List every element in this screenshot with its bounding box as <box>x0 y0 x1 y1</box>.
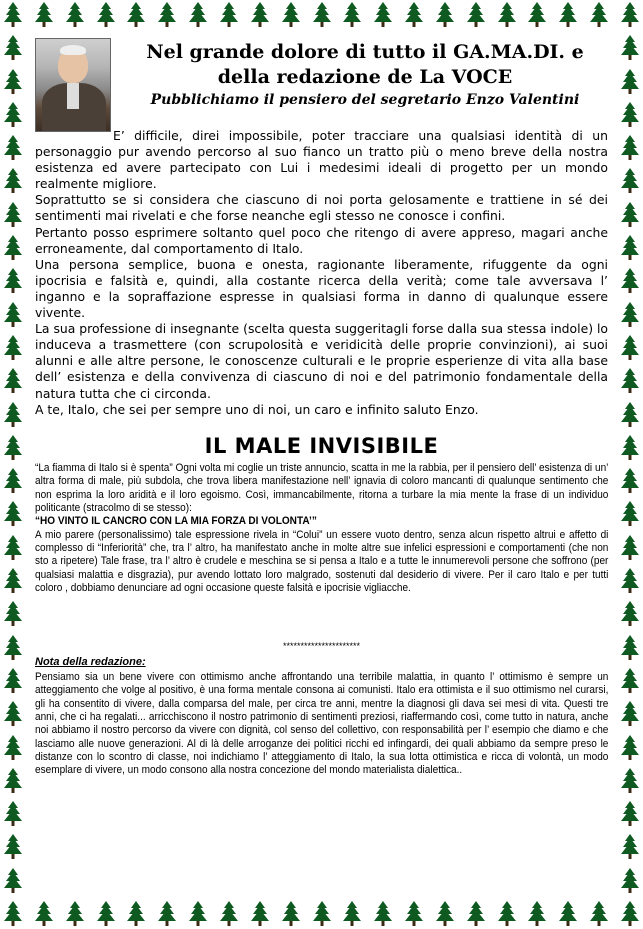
article-body <box>35 462 608 595</box>
pine-tree-icon <box>528 2 546 28</box>
pine-tree-icon <box>498 2 516 28</box>
pine-tree-icon <box>621 135 639 161</box>
pine-tree-icon <box>4 601 22 627</box>
pine-tree-icon <box>621 69 639 95</box>
pine-tree-icon <box>4 468 22 494</box>
pine-tree-icon <box>4 168 22 194</box>
note-paragraph: Pensiamo sia un bene vivere con ottimismo anche affrontando una terribile malattia, in quanto l’ ottimismo è sempre un atteggiamento che volge al positivo, è una forma mentale consona ai comunisti. Italo era ottimista e il suo ottimismo nel curarsi, gli ha consentito di vivere, dalla comparsa del male, per circa tre anni, mentre la diagnosi gli dava sei mesi di vita. Questi tre anni, che ci ha regalati... arricchiscono il nostro patrimonio di sentimenti preziosi, riaffermando così, come tutto in natura, anche noi abbiamo il nostro percorso da vivere con dignità, col senso del collettivo, con responsabilità per l’ esempio che diamo e che lasciamo alle nuove generazioni. Al di là delle arroganze dei politici ricchi ed infingardi, dei quali abbiamo da sempre preso le distanze con lo scontro di classe, noi indichiamo l’ atteggiamento di Italo, la sua lotta ottimistica e ricca di volontà, un modo esemplare di vivere, un modo consono alla nostra concezione del mondo materialista dialettica.. <box>35 671 609 777</box>
pine-tree-icon <box>4 901 22 927</box>
page-title-line2: della redazione de La VOCE <box>217 66 513 88</box>
pine-tree-icon <box>4 202 22 228</box>
pine-tree-icon <box>4 35 22 61</box>
pine-tree-icon <box>158 2 176 28</box>
pine-tree-icon <box>621 335 639 361</box>
letter-paragraph: La sua professione di insegnante (scelta questa suggeritagli forse dalla sua stessa indole) lo induceva a trasmettere (con scrupolosità e veridicità delle proprie convinzioni), ai suoi alunni e alle altre persone, le conoscenze culturali e le proprie esperienze di vita alla base dell’ esistenza e della convivenza di ciascuno di noi e del patrimonio fondamentale della natura tutta che ci circonda. <box>35 321 608 401</box>
page-title-line1: Nel grande dolore di tutto il GA.MA.DI. e <box>146 41 584 63</box>
pine-tree-icon <box>4 268 22 294</box>
pine-tree-icon <box>467 901 485 927</box>
pine-tree-icon <box>127 901 145 927</box>
pine-tree-icon <box>528 901 546 927</box>
pine-tree-icon <box>4 834 22 860</box>
note-title: Nota della redazione: <box>35 656 146 668</box>
pine-tree-icon <box>590 901 608 927</box>
article-paragraph: A mio parere (personalissimo) tale espressione rivela in “Colui” un essere vuoto dentro, senza alcun rispetto altrui e affetto di complesso di “Inferiorità” che, tra l’ altro, ha manifestato anche in molte altre sue infelici espressioni e comportamenti (che non sto a ripetere) Tale frase, tra l’ altro è crudele e meschina se si pensa a Italo e a tutte le innumerevoli persone che soffrono (per qualsiasi malattia e disgrazia), pur avendo lottato loro malgrado, sostenuti dal desiderio di vivere. Per il caro Italo e per tutti coloro , dobbiamo denunciare ad ogni occasione queste falsità e ipocrisie vigliacche. <box>35 528 609 595</box>
pine-tree-icon <box>621 601 639 627</box>
pine-tree-icon <box>4 768 22 794</box>
pine-tree-icon <box>621 168 639 194</box>
pine-tree-icon <box>4 701 22 727</box>
pine-tree-icon <box>343 2 361 28</box>
pine-tree-icon <box>621 268 639 294</box>
pine-tree-icon <box>4 801 22 827</box>
page-subtitle: Pubblichiamo il pensiero del segretario Enzo Valentini <box>150 92 580 108</box>
pine-tree-icon <box>4 135 22 161</box>
pine-tree-icon <box>621 202 639 228</box>
pine-tree-icon <box>621 102 639 128</box>
pine-tree-icon <box>4 102 22 128</box>
article-quote: “HO VINTO IL CANCRO CON LA MIA FORZA DI VOLONTA’” <box>35 515 317 528</box>
letter-signature: A te, Italo, che sei per sempre uno di noi, un caro e infinito saluto Enzo. <box>35 401 479 417</box>
pine-tree-icon <box>405 901 423 927</box>
pine-tree-icon <box>343 901 361 927</box>
pine-tree-icon <box>4 668 22 694</box>
pine-tree-icon <box>436 2 454 28</box>
portrait-photo <box>35 38 111 132</box>
pine-tree-icon <box>4 235 22 261</box>
pine-tree-icon <box>4 2 22 28</box>
pine-tree-icon <box>621 535 639 561</box>
pine-tree-icon <box>4 735 22 761</box>
pine-tree-icon <box>621 368 639 394</box>
pine-tree-icon <box>4 402 22 428</box>
pine-tree-icon <box>66 2 84 28</box>
pine-tree-icon <box>97 2 115 28</box>
pine-tree-icon <box>374 901 392 927</box>
pine-tree-icon <box>621 568 639 594</box>
pine-tree-icon <box>4 335 22 361</box>
separator: ********************** <box>282 641 361 651</box>
pine-tree-icon <box>621 768 639 794</box>
pine-tree-icon <box>621 402 639 428</box>
pine-tree-icon <box>189 901 207 927</box>
article-heading: IL MALE INVISIBILE <box>204 434 439 458</box>
pine-tree-icon <box>621 901 639 927</box>
pine-tree-icon <box>4 302 22 328</box>
pine-tree-icon <box>66 901 84 927</box>
pine-tree-icon <box>4 568 22 594</box>
pine-tree-icon <box>35 901 53 927</box>
letter-text <box>35 128 608 418</box>
pine-tree-icon <box>4 535 22 561</box>
letter-paragraph: Soprattutto se si considera che ciascuno di noi porta gelosamente e trattiene in sé dei sentimenti mai rivelati e che forse neanche egli stesso ne conosce i confini. <box>35 192 608 224</box>
pine-tree-icon <box>158 901 176 927</box>
pine-tree-icon <box>282 2 300 28</box>
letter-paragraph: Una persona semplice, buona e onesta, ragionante liberamente, rifuggente da ogni ipocrisia e falsità e, quindi, alla costante ricerca della verità; come tale avversava l’ inganno e la sopraffazione espresse in qualsiasi forma in danno di qualunque essere vivente. <box>35 256 608 321</box>
pine-tree-icon <box>590 2 608 28</box>
pine-tree-icon <box>4 368 22 394</box>
pine-tree-icon <box>405 2 423 28</box>
pine-tree-icon <box>127 2 145 28</box>
pine-tree-icon <box>621 868 639 894</box>
note-body <box>35 671 608 778</box>
pine-tree-icon <box>621 235 639 261</box>
pine-tree-icon <box>97 901 115 927</box>
pine-tree-icon <box>621 668 639 694</box>
pine-tree-icon <box>220 2 238 28</box>
pine-tree-icon <box>559 2 577 28</box>
pine-tree-icon <box>436 901 454 927</box>
pine-tree-icon <box>251 901 269 927</box>
pine-tree-icon <box>621 302 639 328</box>
article-paragraph: “La fiamma di Italo si è spenta” Ogni volta mi coglie un triste annuncio, scatta in me la rabbia, per il pensiero dell’ esistenza di un’ altra forma di male, più subdola, che trova libera manifestazione nell’ ignavia di coloro mancanti di qualunque sentimento che non esprima la loro aridità e il loro egoismo. Così, immancabilmente, ritorna a turbare la mia mente la frase di un individuo politicante (stracolmo di se stesso): <box>35 462 609 515</box>
pine-tree-icon <box>4 868 22 894</box>
pine-tree-icon <box>498 901 516 927</box>
letter-paragraph: E’ difficile, direi impossibile, poter tracciare una qualsiasi identità di un personaggio pur avendo percorso al suo fianco un tratto più o meno breve della nostra esistenza ed avere partecipato con Lui i medesimi ideali di progetto per un mondo realmente migliore. <box>35 128 608 192</box>
pine-tree-icon <box>621 35 639 61</box>
pine-tree-icon <box>621 801 639 827</box>
pine-tree-icon <box>621 501 639 527</box>
pine-tree-icon <box>4 501 22 527</box>
pine-tree-icon <box>313 901 331 927</box>
pine-tree-icon <box>220 901 238 927</box>
pine-tree-icon <box>621 2 639 28</box>
pine-tree-icon <box>4 69 22 95</box>
pine-tree-icon <box>621 834 639 860</box>
pine-tree-icon <box>621 735 639 761</box>
pine-tree-icon <box>621 468 639 494</box>
photo-hair <box>60 45 86 55</box>
pine-tree-icon <box>467 2 485 28</box>
pine-tree-icon <box>621 701 639 727</box>
pine-tree-icon <box>374 2 392 28</box>
letter-paragraph: Pertanto posso esprimere soltanto quel poco che ritengo di avere appreso, magari anche erroneamente, dal comportamento di Italo. <box>35 224 608 256</box>
pine-tree-icon <box>35 2 53 28</box>
pine-tree-icon <box>189 2 207 28</box>
pine-tree-icon <box>251 2 269 28</box>
photo-shirt <box>67 83 79 109</box>
pine-tree-icon <box>282 901 300 927</box>
pine-tree-icon <box>559 901 577 927</box>
pine-tree-icon <box>313 2 331 28</box>
